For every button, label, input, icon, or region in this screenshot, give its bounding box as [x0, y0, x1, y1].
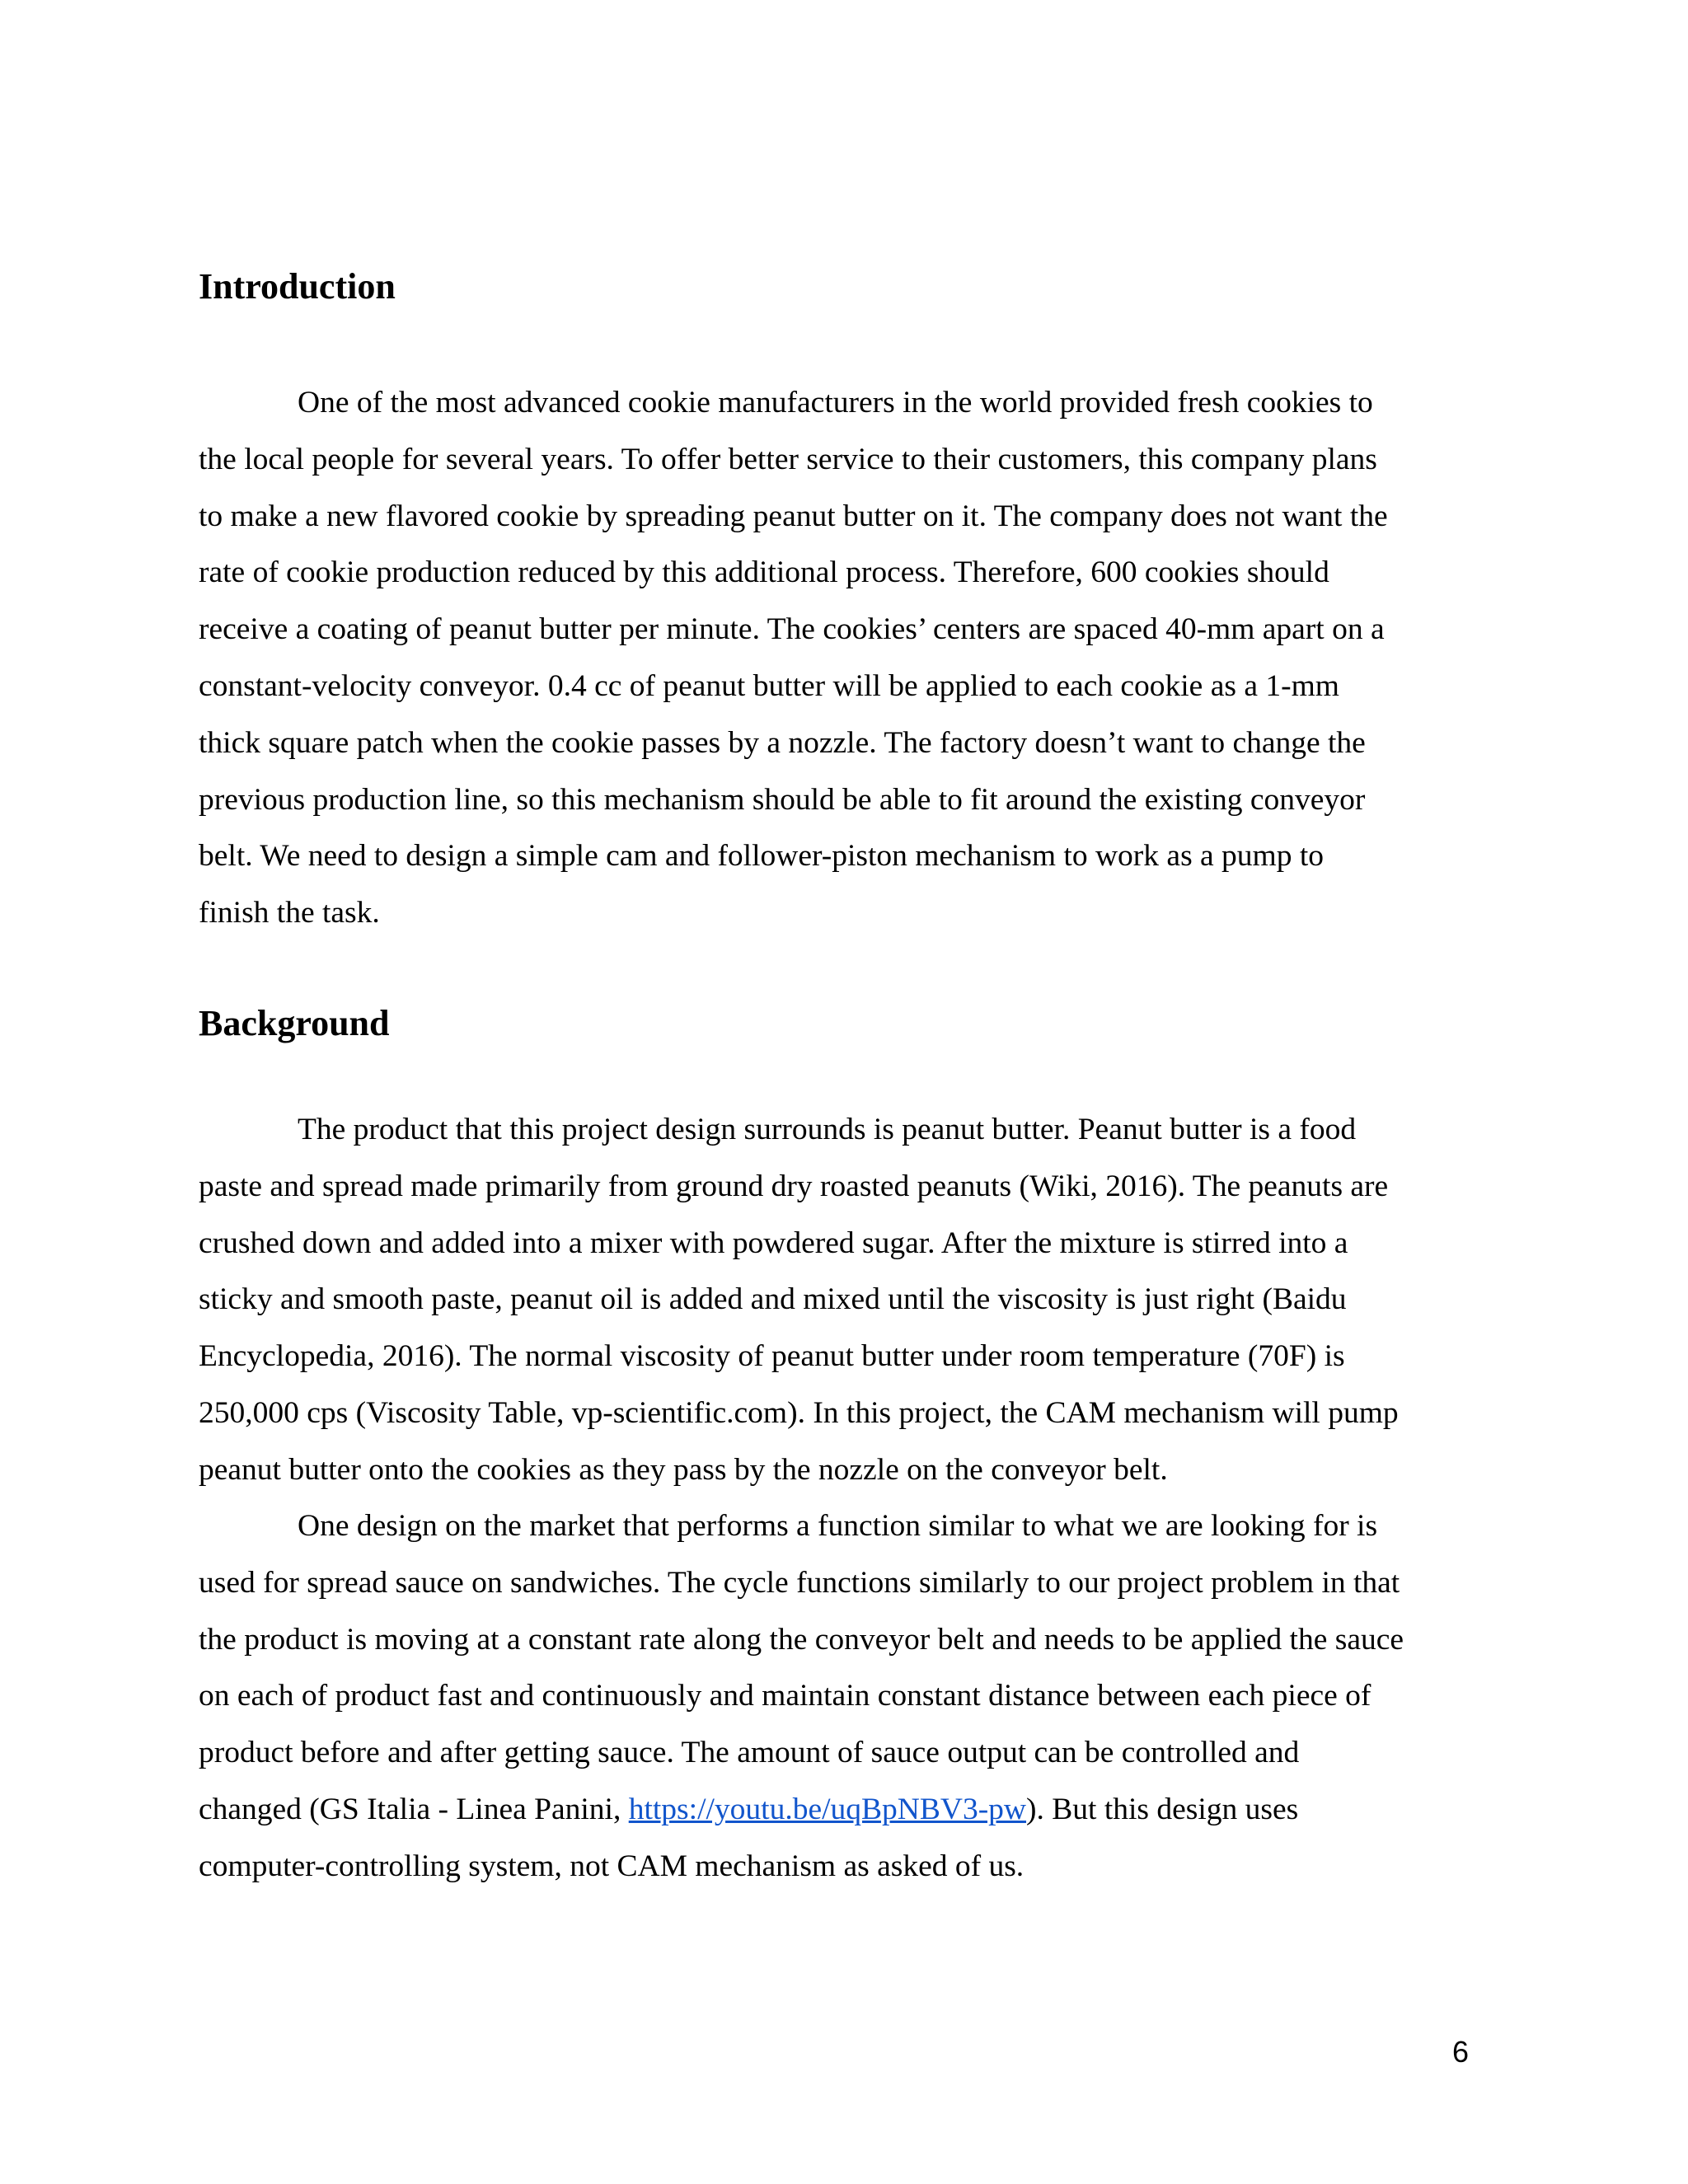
paragraph-line: the product is moving at a constant rate along the conveyor belt and needs to be applied the sauce — [199, 1622, 1404, 1657]
paragraph-line: sticky and smooth paste, peanut oil is added and mixed until the viscosity is just right (Baidu — [199, 1282, 1347, 1317]
paragraph-line: Encyclopedia, 2016). The normal viscosity of peanut butter under room temperature (70F) is — [199, 1339, 1345, 1374]
paragraph-line-with-link — [199, 1782, 1517, 1839]
paragraph-line: product before and after getting sauce. The amount of sauce output can be controlled and — [199, 1736, 1300, 1770]
youtube-link[interactable]: https://youtu.be/uqBpNBV3-pw — [628, 1792, 1027, 1826]
background-heading: Background — [199, 1003, 390, 1043]
paragraph-line: 250,000 cps (Viscosity Table, vp-scientific.com). In this project, the CAM mechanism will pump — [199, 1395, 1399, 1430]
paragraph-line: rate of cookie production reduced by this additional process. Therefore, 600 cookies should — [199, 555, 1329, 590]
link-line-prefix: changed (GS Italia - Linea Panini, — [199, 1792, 629, 1826]
paragraph-line: finish the task. — [199, 896, 380, 930]
paragraph-line: peanut butter onto the cookies as they pass by the nozzle on the conveyor belt. — [199, 1452, 1168, 1487]
paragraph-line: paste and spread made primarily from ground dry roasted peanuts (Wiki, 2016). The peanuts are — [199, 1169, 1389, 1203]
paragraph-line: One design on the market that performs a function similar to what we are looking for is — [298, 1509, 1378, 1543]
paragraph-line: on each of product fast and continuously and maintain constant distance between each piece of — [199, 1679, 1372, 1713]
introduction-heading: Introduction — [199, 266, 396, 307]
paragraph-line: The product that this project design surrounds is peanut butter. Peanut butter is a food — [298, 1113, 1357, 1146]
link-line-suffix: ). But this design uses — [1026, 1792, 1299, 1826]
paragraph-line: belt. We need to design a simple cam and follower-piston mechanism to work as a pump to — [199, 839, 1325, 874]
paragraph-line: crushed down and added into a mixer with powdered sugar. After the mixture is stirred into a — [199, 1226, 1348, 1260]
paragraph-line: the local people for several years. To offer better service to their customers, this company plans — [199, 442, 1377, 476]
background-paragraph-2 — [199, 1498, 1517, 1896]
background-paragraph-1 — [199, 1102, 1517, 1499]
paragraph-line: previous production line, so this mechanism should be able to fit around the existing conveyor — [199, 782, 1366, 817]
paragraph-line: computer-controlling system, not CAM mechanism as asked of us. — [199, 1849, 1025, 1883]
paragraph-line: One of the most advanced cookie manufacturers in the world provided fresh cookies to — [298, 386, 1373, 419]
paragraph-line: receive a coating of peanut butter per minute. The cookies’ centers are spaced 40-mm apart on a — [199, 612, 1385, 647]
page-number: 6 — [1452, 2035, 1470, 2069]
paragraph-line: to make a new flavored cookie by spreading peanut butter on it. The company does not want the — [199, 499, 1388, 533]
introduction-paragraph — [199, 375, 1517, 942]
paragraph-line: constant-velocity conveyor. 0.4 cc of peanut butter will be applied to each cookie as a 1-mm — [199, 668, 1339, 703]
paragraph-line: thick square patch when the cookie passes by a nozzle. The factory doesn’t want to change the — [199, 725, 1366, 760]
paragraph-line: used for spread sauce on sandwiches. The cycle functions similarly to our project problem in that — [199, 1565, 1400, 1600]
